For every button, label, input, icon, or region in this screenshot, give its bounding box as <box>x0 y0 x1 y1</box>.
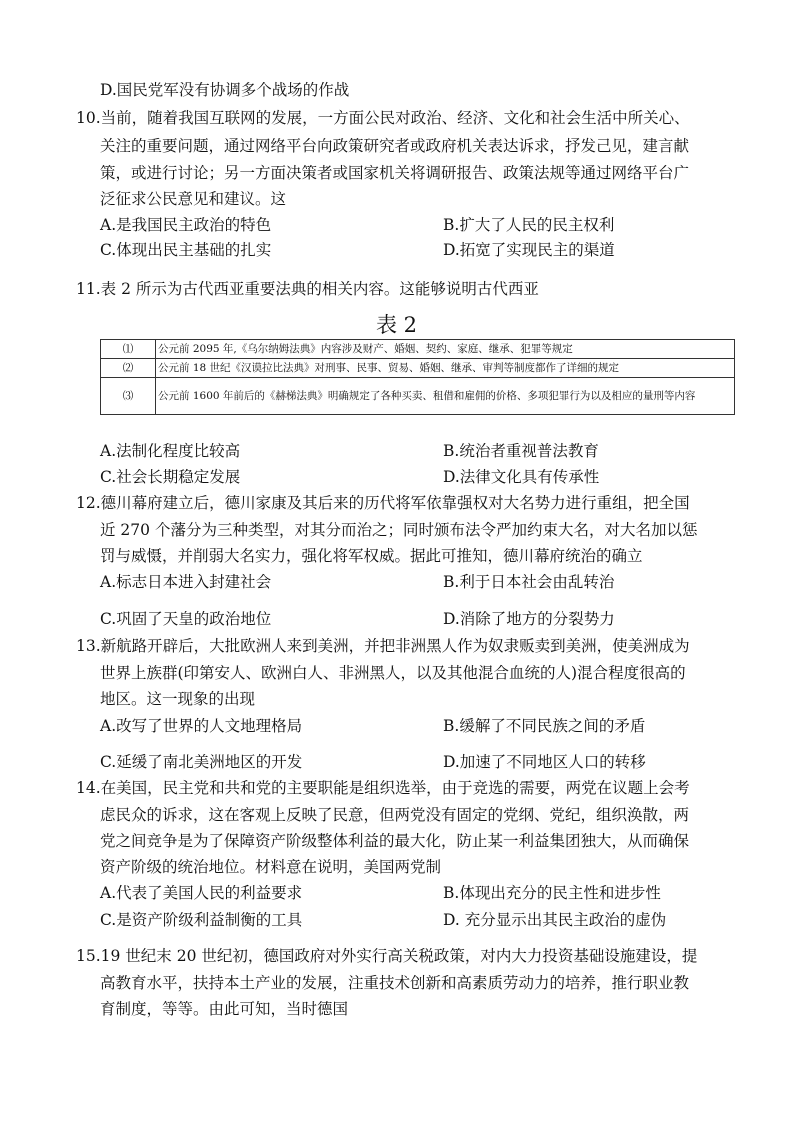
question-stem: 14.在美国，民主党和共和党的主要职能是组织选举，由于竞选的需要，两党在议题上会考 <box>76 779 690 797</box>
row-number: ⑵ <box>101 359 156 378</box>
option-d: D.法律文化具有传承性 <box>443 468 600 486</box>
table-row <box>101 359 735 378</box>
row-number: ⑴ <box>101 340 156 359</box>
option-a: A.改写了世界的人文地理格局 <box>100 717 303 735</box>
question-stem: 地区。这一现象的出现 <box>100 690 256 708</box>
table-row <box>101 378 735 415</box>
option-a: A.标志日本进入封建社会 <box>100 573 272 591</box>
question-stem: 策，或进行讨论；另一方面决策者或国家机关将调研报告、政策法规等通过网络平台广 <box>100 164 690 182</box>
option-c: C.社会长期稳定发展 <box>100 468 241 486</box>
question-stem: 资产阶级的统治地位。材料意在说明，美国两党制 <box>100 858 442 876</box>
question-stem: 15.19 世纪末 20 世纪初，德国政府对外实行高关税政策，对内大力投资基础设施建设，提 <box>76 947 698 965</box>
table-title: 表 2 <box>375 313 418 337</box>
option-a: A.是我国民主政治的特色 <box>100 216 272 234</box>
row-text: 公元前 2095 年,《乌尔纳姆法典》内容涉及财产、婚姻、契约、家庭、继承、犯罪等规定 <box>156 340 735 359</box>
question-stem: 虑民众的诉求，这在客观上反映了民意，但两党没有固定的党纲、党纪，组织涣散，两 <box>100 806 690 824</box>
option-d: D.加速了不同地区人口的转移 <box>443 753 646 771</box>
row-text: 公元前 18 世纪《汉谟拉比法典》对刑事、民事、贸易、婚姻、继承、审判等制度都作了详细的规定 <box>156 359 735 378</box>
option-a: A.代表了美国人民的利益要求 <box>100 884 303 902</box>
question-stem: 关注的重要问题，通过网络平台向政策研究者或政府机关表达诉求，抒发己见，建言献 <box>100 137 690 155</box>
option-d: D.消除了地方的分裂势力 <box>443 610 615 628</box>
question-stem: 近 270 个藩分为三种类型，对其分而治之；同时颁布法令严加约束大名，对大名加以惩 <box>100 521 698 539</box>
question-stem: 育制度，等等。由此可知，当时德国 <box>100 1000 349 1018</box>
question-stem: 党之间竞争是为了保障资产阶级整体利益的最大化，防止某一利益集团独大，从而确保 <box>100 832 690 850</box>
option-c: C.体现出民主基础的扎实 <box>100 241 272 259</box>
law-table <box>100 339 735 415</box>
question-stem: 11.表 2 所示为古代西亚重要法典的相关内容。这能够说明古代西亚 <box>76 280 539 298</box>
question-stem: 12.德川幕府建立后，德川家康及其后来的历代将军依靠强权对大名势力进行重组，把全国 <box>76 494 690 512</box>
option-b: B.缓解了不同民族之间的矛盾 <box>443 717 646 735</box>
question-stem: 10.当前，随着我国互联网的发展，一方面公民对政治、经济、文化和社会生活中所关心、 <box>76 109 690 127</box>
q9-option-d: D.国民党军没有协调多个战场的作战 <box>100 81 350 99</box>
option-c: C.是资产阶级利益制衡的工具 <box>100 911 303 929</box>
option-d: D.拓宽了实现民主的渠道 <box>443 241 615 259</box>
question-stem: 泛征求公民意见和建议。这 <box>100 190 287 208</box>
question-stem: 13.新航路开辟后，大批欧洲人来到美洲，并把非洲黑人作为奴隶贩卖到美洲，使美洲成为 <box>76 637 690 655</box>
table-row <box>101 340 735 359</box>
option-b: B.统治者重视普法教育 <box>443 442 599 460</box>
option-c: C.巩固了天皇的政治地位 <box>100 610 272 628</box>
option-b: B.体现出充分的民主性和进步性 <box>443 884 661 902</box>
option-b: B.扩大了人民的民主权利 <box>443 216 615 234</box>
question-stem: 世界上族群(印第安人、欧洲白人、非洲黑人，以及其他混合血统的人)混合程度很高的 <box>100 664 686 682</box>
option-c: C.延缓了南北美洲地区的开发 <box>100 753 303 771</box>
option-a: A.法制化程度比较高 <box>100 442 241 460</box>
question-stem: 高教育水平，扶持本土产业的发展，注重技术创新和高素质劳动力的培养，推行职业教 <box>100 974 690 992</box>
option-d: D. 充分显示出其民主政治的虚伪 <box>443 911 667 929</box>
option-b: B.利于日本社会由乱转治 <box>443 573 615 591</box>
question-stem: 罚与威慑，并削弱大名实力，强化将军权威。据此可推知，德川幕府统治的确立 <box>100 547 643 565</box>
row-text: 公元前 1600 年前后的《赫梯法典》明确规定了各种买卖、租借和雇佣的价格、多项犯罪行为以及相应的量刑等内容 <box>156 378 735 415</box>
row-number: ⑶ <box>101 378 156 415</box>
